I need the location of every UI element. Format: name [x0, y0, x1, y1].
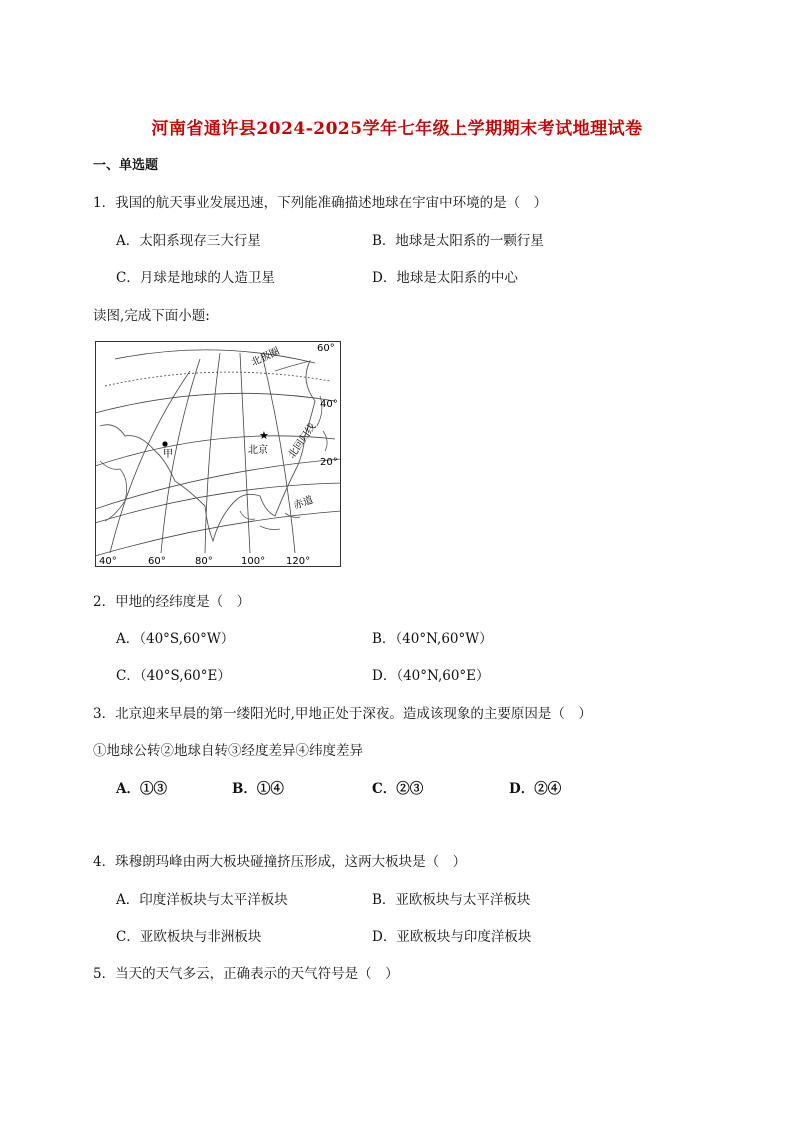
question-3-option-a[interactable]: A．①③ — [116, 781, 167, 797]
asia-map-figure — [95, 341, 341, 567]
jia-point — [162, 441, 167, 446]
lat-label-60: 60° — [317, 343, 335, 354]
arctic-circle-label: 北极圈 — [249, 346, 282, 369]
exam-title: 河南省通许县2024-2025学年七年级上学期期末考试地理试卷 — [151, 119, 643, 139]
lon-label-100: 100° — [241, 556, 266, 567]
question-2-option-a[interactable]: A．（40°S,60°W） — [116, 631, 235, 647]
question-2-option-c[interactable]: C．（40°S,60°E） — [116, 668, 231, 684]
question-5-stem: 5．当天的天气多云，正确表示的天气符号是（ ） — [93, 966, 399, 982]
jia-label: 甲 — [163, 449, 173, 460]
question-4-option-a[interactable]: A．印度洋板块与太平洋板块 — [116, 892, 288, 908]
lon-label-40: 40° — [99, 556, 117, 567]
question-3-stem: 3．北京迎来早晨的第一缕阳光时,甲地正处于深夜。造成该现象的主要原因是（ ） — [93, 706, 592, 722]
question-3-option-c[interactable]: C．②③ — [372, 781, 424, 797]
question-4-option-b[interactable]: B．亚欧板块与太平洋板块 — [372, 892, 531, 908]
question-1-option-b[interactable]: B．地球是太阳系的一颗行星 — [372, 233, 544, 249]
asia-map-svg — [95, 341, 341, 567]
question-4-option-c[interactable]: C．亚欧板块与非洲板块 — [116, 929, 262, 945]
question-1-option-a[interactable]: A．太阳系现存三大行星 — [116, 233, 261, 249]
lon-label-80: 80° — [195, 556, 213, 567]
beijing-star-icon: ★ — [259, 429, 269, 442]
tropic-label: 北回归线 — [286, 421, 319, 461]
question-2-option-d[interactable]: D．（40°N,60°E） — [372, 668, 490, 684]
question-3-option-b[interactable]: B．①④ — [232, 781, 284, 797]
lat-label-20: 20° — [320, 457, 338, 468]
lon-label-60: 60° — [148, 556, 166, 567]
question-2-stem: 2．甲地的经纬度是（ ） — [93, 594, 251, 610]
question-1-stem: 1．我国的航天事业发展迅速，下列能准确描述地球在宇宙中环境的是（ ） — [93, 195, 548, 211]
section-heading: 一、单选题 — [93, 158, 159, 173]
lat-label-40: 40° — [320, 399, 338, 410]
question-1-option-c[interactable]: C．月球是地球的人造卫星 — [116, 270, 275, 286]
question-2-option-b[interactable]: B．（40°N,60°W） — [372, 631, 493, 647]
lon-label-120: 120° — [286, 556, 311, 567]
question-4-stem: 4．珠穆朗玛峰由两大板块碰撞挤压形成，这两大板块是（ ） — [93, 854, 467, 870]
equator-label: 赤道 — [292, 494, 315, 512]
question-3-option-d[interactable]: D．②④ — [509, 781, 562, 797]
question-3-statements: ①地球公转②地球自转③经度差异④纬度差异 — [93, 743, 363, 759]
beijing-label: 北京 — [248, 445, 268, 456]
reading-instruction: 读图,完成下面小题: — [93, 308, 210, 324]
question-4-option-d[interactable]: D．亚欧板块与印度洋板块 — [372, 929, 532, 945]
question-1-option-d[interactable]: D．地球是太阳系的中心 — [372, 270, 518, 286]
